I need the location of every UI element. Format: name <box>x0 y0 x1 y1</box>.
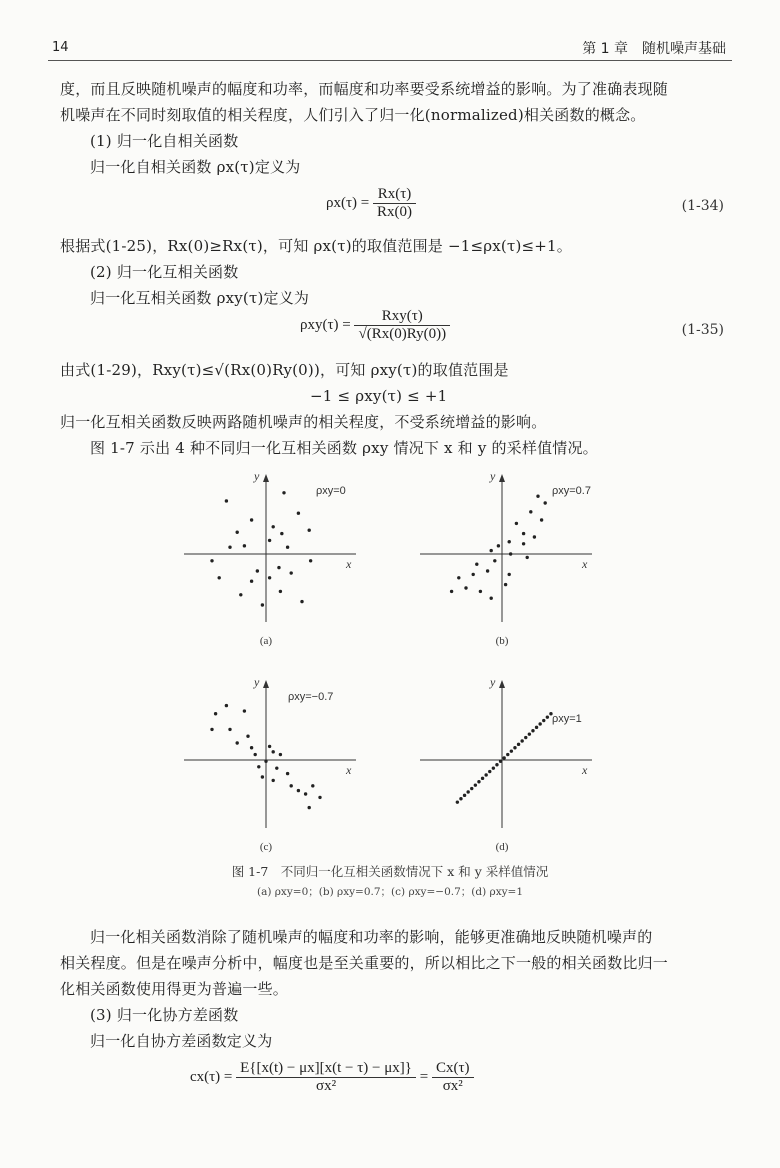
data-point <box>275 766 278 769</box>
paragraph-3: 归一化互相关函数反映两路随机噪声的相关程度，不受系统增益的影响。 <box>60 413 547 431</box>
data-point <box>508 573 511 576</box>
data-point <box>490 597 493 600</box>
definition-1: 归一化自相关函数 ρx(τ)定义为 <box>90 158 301 176</box>
data-point <box>502 756 505 759</box>
data-point <box>524 736 527 739</box>
data-point <box>484 773 487 776</box>
correlation-annotation: ρxy=−0.7 <box>288 691 334 703</box>
data-point <box>279 753 282 756</box>
correlation-annotation: ρxy=1 <box>552 713 582 725</box>
data-point <box>526 556 529 559</box>
paragraph-intro: 度，而且反映随机噪声的幅度和功率，而幅度和功率要受系统增益的影响。为了准确表现随 机噪声在不同时刻取值的相关程度，人们引入了归一化(normalized)相关函数的概念。 (1) 归一化自相关函数 归一化自相关函数 ρx(τ)定义为 <box>60 76 728 180</box>
data-point <box>277 566 280 569</box>
scatter-plot-c <box>180 672 360 853</box>
data-point <box>268 576 271 579</box>
page-header <box>48 38 732 61</box>
data-point <box>290 571 293 574</box>
data-point <box>297 512 300 515</box>
y-axis-label: y <box>254 675 260 689</box>
data-point <box>520 739 523 742</box>
data-point <box>522 542 525 545</box>
data-point <box>479 590 482 593</box>
data-point <box>280 532 283 535</box>
equation-number-1-34: (1-34) <box>681 198 724 214</box>
data-point <box>474 783 477 786</box>
data-point <box>250 746 253 749</box>
data-point <box>486 569 489 572</box>
section-heading-3: (3) 归一化协方差函数 <box>90 1006 239 1024</box>
data-point <box>311 784 314 787</box>
data-point <box>490 549 493 552</box>
scatter-panel-d <box>416 672 596 853</box>
panel-label: (c) <box>259 841 273 853</box>
data-point <box>250 518 253 521</box>
data-point <box>475 563 478 566</box>
note-2: 由式(1-29)，Rxy(τ)≤√(Rx(0)Ry(0))，可知 ρxy(τ)的取值范围是 <box>60 361 509 379</box>
data-point <box>261 603 264 606</box>
data-point <box>529 510 532 513</box>
data-point <box>210 728 213 731</box>
data-point <box>535 726 538 729</box>
data-point <box>300 600 303 603</box>
data-point <box>290 784 293 787</box>
data-point <box>528 732 531 735</box>
y-axis-label: y <box>254 469 260 483</box>
data-point <box>477 780 480 783</box>
data-point <box>210 559 213 562</box>
panel-label: (b) <box>495 635 509 647</box>
data-point <box>272 525 275 528</box>
data-point <box>228 546 231 549</box>
data-point <box>225 704 228 707</box>
correlation-annotation: ρxy=0 <box>316 485 346 497</box>
data-point <box>531 729 534 732</box>
figure-caption: 图 1-7 不同归一化互相关函数情况下 x 和 y 采样值情况 <box>231 864 549 879</box>
data-point <box>504 583 507 586</box>
range-2: −1 ≤ ρxy(τ) ≤ +1 <box>310 387 448 405</box>
panel-label: (a) <box>259 635 273 647</box>
x-axis-label: x <box>346 763 352 777</box>
data-point <box>243 544 246 547</box>
data-point <box>542 719 545 722</box>
correlation-annotation: ρxy=0.7 <box>552 485 591 497</box>
data-point <box>264 760 267 763</box>
data-point <box>268 539 271 542</box>
data-point <box>457 576 460 579</box>
equation-number-1-35: (1-35) <box>681 322 724 338</box>
data-point <box>218 576 221 579</box>
data-point <box>268 745 271 748</box>
equation-1-35: ρxy(τ) = $\frac{\text{Rxy(τ)}}{√(Rx(0)Ry(0))}$ <box>300 308 450 343</box>
data-point <box>254 753 257 756</box>
data-point <box>515 522 518 525</box>
data-point <box>533 535 536 538</box>
data-point <box>243 709 246 712</box>
data-point <box>506 753 509 756</box>
data-point <box>540 518 543 521</box>
definition-3: 归一化自协方差函数定义为 <box>90 1032 273 1050</box>
data-point <box>522 532 525 535</box>
data-point <box>450 590 453 593</box>
y-axis-arrow <box>499 680 505 688</box>
data-point <box>256 569 259 572</box>
scatter-panel-c <box>180 672 360 853</box>
data-point <box>236 531 239 534</box>
data-point <box>297 789 300 792</box>
paragraph-4: 图 1-7 示出 4 种不同归一化互相关函数 ρxy 情况下 x 和 y 的采样值情况。 <box>90 439 598 457</box>
data-point <box>279 590 282 593</box>
data-point <box>309 559 312 562</box>
scatter-plot-d <box>416 672 596 853</box>
data-point <box>510 749 513 752</box>
figure-subcaption: (a) ρxy=0；(b) ρxy=0.7；(c) ρxy=−0.7；(d) ρxy=1 <box>256 886 524 898</box>
chapter-title: 第 1 章 随机噪声基础 <box>582 41 726 57</box>
y-axis-label: y <box>490 469 496 483</box>
data-point <box>459 797 462 800</box>
data-point <box>508 540 511 543</box>
section-heading-1: (1) 归一化自相关函数 <box>90 132 239 150</box>
scatter-plot-b <box>416 466 596 647</box>
data-point <box>470 787 473 790</box>
x-axis-label: x <box>346 557 352 571</box>
data-point <box>492 766 495 769</box>
data-point <box>225 499 228 502</box>
data-point <box>304 792 307 795</box>
data-point <box>456 800 459 803</box>
x-axis-label: x <box>582 763 588 777</box>
data-point <box>463 794 466 797</box>
data-point <box>272 779 275 782</box>
paragraph-5: 归一化相关函数消除了随机噪声的幅度和功率的影响，能够更准确地反映随机噪声的 <box>90 928 653 946</box>
data-point <box>464 586 467 589</box>
data-point <box>493 559 496 562</box>
data-point <box>236 741 239 744</box>
panel-label: (d) <box>495 841 509 853</box>
data-point <box>257 765 260 768</box>
x-axis-label: x <box>582 557 588 571</box>
data-point <box>509 552 512 555</box>
scatter-panel-b <box>416 466 596 647</box>
data-point <box>495 763 498 766</box>
page-number: 14 <box>52 40 69 55</box>
definition-2: 归一化互相关函数 ρxy(τ)定义为 <box>90 289 310 307</box>
equation-covariance: cx(τ) = $\frac{E\{[x(t) - \mu x][x(t - \tau) - \mu x]\}}{\text{σx²}}$ = $\frac{Cx(\tau)}{\text{σx²}}$ <box>190 1060 474 1095</box>
data-point <box>466 790 469 793</box>
data-point <box>272 750 275 753</box>
data-point <box>246 735 249 738</box>
data-point <box>318 796 321 799</box>
data-point <box>214 712 217 715</box>
section-heading-2: (2) 归一化互相关函数 <box>90 263 239 281</box>
scatter-plot-a <box>180 466 360 647</box>
data-point <box>286 546 289 549</box>
equation-1-34: ρx(τ) = $\frac{Rx(\tau)}{Rx(0)}$ <box>326 186 416 221</box>
data-point <box>544 501 547 504</box>
note-1: 根据式(1-25)，Rx(0)≥Rx(τ)，可知 ρx(τ)的取值范围是 −1≤ρx(τ)≤+1。 <box>60 237 572 255</box>
y-axis-label: y <box>490 675 496 689</box>
data-point <box>513 746 516 749</box>
data-point <box>497 544 500 547</box>
scatter-panel-a <box>180 466 360 647</box>
data-point <box>250 580 253 583</box>
y-axis-arrow <box>499 474 505 482</box>
data-point <box>286 772 289 775</box>
data-point <box>481 777 484 780</box>
data-point <box>546 715 549 718</box>
data-point <box>308 529 311 532</box>
data-point <box>282 491 285 494</box>
data-point <box>499 760 502 763</box>
data-point <box>308 806 311 809</box>
data-point <box>472 573 475 576</box>
data-point <box>536 495 539 498</box>
y-axis-arrow <box>263 680 269 688</box>
data-point <box>239 593 242 596</box>
data-point <box>228 728 231 731</box>
data-point <box>488 770 491 773</box>
data-point <box>261 775 264 778</box>
y-axis-arrow <box>263 474 269 482</box>
data-point <box>538 722 541 725</box>
data-point <box>517 743 520 746</box>
